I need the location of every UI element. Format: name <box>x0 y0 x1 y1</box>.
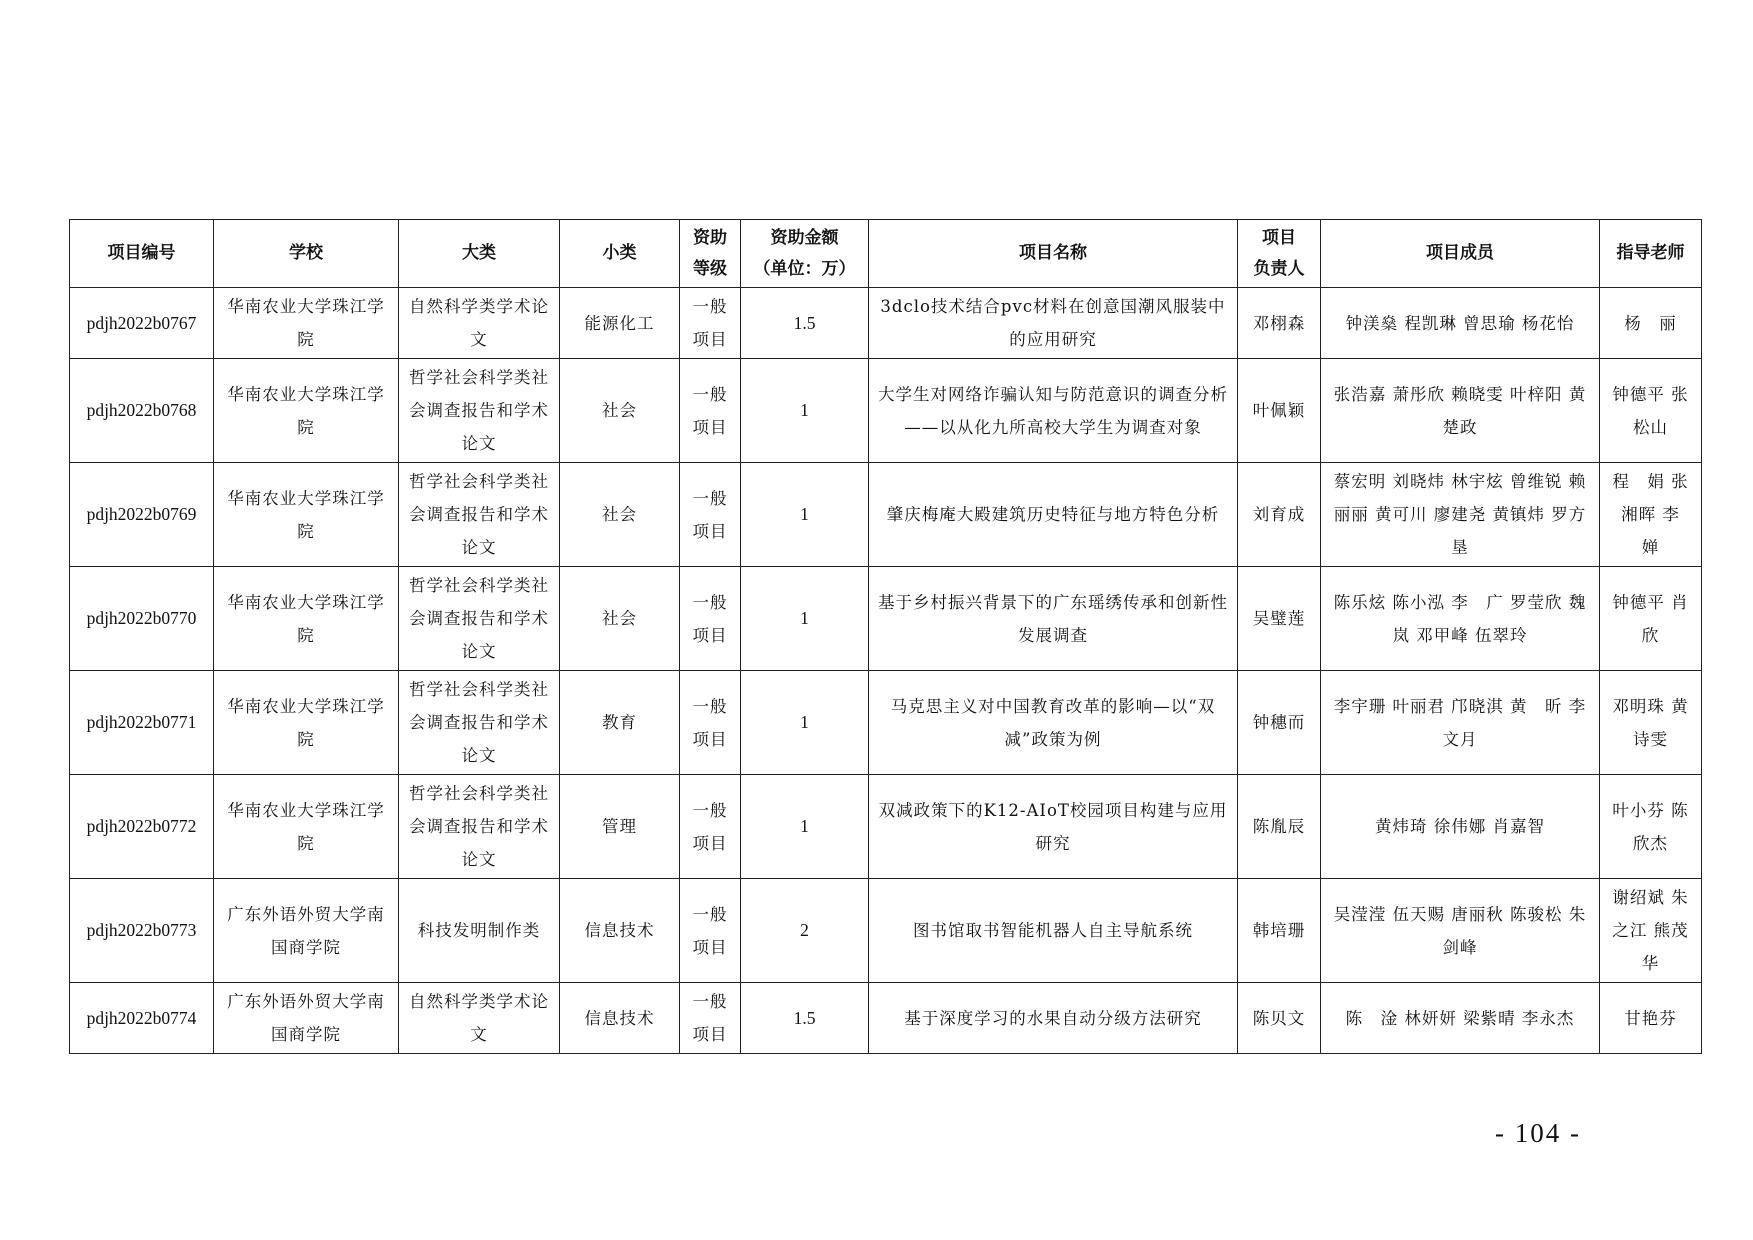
cell-project-title: 马克思主义对中国教育改革的影响—以“双减”政策为例 <box>869 671 1238 775</box>
cell-advisors: 钟德平 肖 欣 <box>1600 567 1702 671</box>
table-row <box>70 288 1702 359</box>
table-row <box>70 359 1702 463</box>
cell-members: 蔡宏明 刘晓炜 林宇炫 曾维锐 赖丽丽 黄可川 廖建尧 黄镇炜 罗方垦 <box>1321 463 1600 567</box>
cell-project-title: 双减政策下的K12-AIoT校园项目构建与应用研究 <box>869 775 1238 879</box>
cell-advisors: 钟德平 张松山 <box>1600 359 1702 463</box>
cell-amount: 1 <box>741 463 869 567</box>
cell-category: 自然科学类学术论文 <box>399 288 560 359</box>
cell-members: 陈 淦 林妍妍 梁紫晴 李永杰 <box>1321 983 1600 1054</box>
cell-subcategory: 社会 <box>560 463 680 567</box>
cell-members: 陈乐炫 陈小泓 李 广 罗莹欣 魏 岚 邓甲峰 伍翠玲 <box>1321 567 1600 671</box>
cell-leader: 陈贝文 <box>1238 983 1321 1054</box>
table-row <box>70 775 1702 879</box>
cell-subcategory: 能源化工 <box>560 288 680 359</box>
cell-category: 自然科学类学术论文 <box>399 983 560 1054</box>
header-leader-line: 负责人 <box>1253 258 1305 279</box>
cell-project-code: pdjh2022b0767 <box>70 288 214 359</box>
cell-school: 华南农业大学珠江学院 <box>214 775 399 879</box>
cell-leader: 邓栩森 <box>1238 288 1321 359</box>
cell-school: 广东外语外贸大学南国商学院 <box>214 983 399 1054</box>
cell-category: 哲学社会科学类社会调查报告和学术论文 <box>399 463 560 567</box>
cell-subcategory: 教育 <box>560 671 680 775</box>
cell-project-title: 大学生对网络诈骗认知与防范意识的调查分析——以从化九所高校大学生为调查对象 <box>869 359 1238 463</box>
cell-advisors: 杨 丽 <box>1600 288 1702 359</box>
header-grade-line: 资助 <box>693 227 727 248</box>
cell-project-code: pdjh2022b0772 <box>70 775 214 879</box>
cell-project-code: pdjh2022b0768 <box>70 359 214 463</box>
cell-project-title: 基于深度学习的水果自动分级方法研究 <box>869 983 1238 1054</box>
cell-members: 黄炜琦 徐伟娜 肖嘉智 <box>1321 775 1600 879</box>
table-row <box>70 463 1702 567</box>
cell-subcategory: 社会 <box>560 567 680 671</box>
table-body <box>70 288 1707 1054</box>
cell-grade: 一般项目 <box>680 775 741 879</box>
cell-project-code: pdjh2022b0769 <box>70 463 214 567</box>
cell-advisors: 程 娟 张湘晖 李 婵 <box>1600 463 1702 567</box>
cell-advisors: 甘艳芬 <box>1600 983 1702 1054</box>
cell-project-title: 3dclo技术结合pvc材料在创意国潮风服装中的应用研究 <box>869 288 1238 359</box>
header-leader <box>1238 220 1321 288</box>
cell-grade: 一般项目 <box>680 671 741 775</box>
header-amount-line: 资助金额 <box>770 227 839 248</box>
cell-grade: 一般项目 <box>680 983 741 1054</box>
cell-members: 张浩嘉 萧彤欣 赖晓雯 叶梓阳 黄楚政 <box>1321 359 1600 463</box>
cell-members: 钟渼燊 程凯琳 曾思瑜 杨花怡 <box>1321 288 1600 359</box>
cell-school: 华南农业大学珠江学院 <box>214 288 399 359</box>
cell-advisors: 谢绍斌 朱之江 熊茂华 <box>1600 879 1702 983</box>
header-advisors: 指导老师 <box>1600 220 1702 288</box>
cell-subcategory: 信息技术 <box>560 983 680 1054</box>
cell-leader: 吴璧莲 <box>1238 567 1321 671</box>
cell-amount: 1 <box>741 359 869 463</box>
header-grade-line: 等级 <box>693 258 727 279</box>
header-grade <box>680 220 741 288</box>
cell-project-title: 肇庆梅庵大殿建筑历史特征与地方特色分析 <box>869 463 1238 567</box>
cell-members: 吴滢滢 伍天赐 唐丽秋 陈骏松 朱剑峰 <box>1321 879 1600 983</box>
header-members: 项目成员 <box>1321 220 1600 288</box>
table-row <box>70 567 1702 671</box>
cell-amount: 1 <box>741 775 869 879</box>
cell-leader: 陈胤辰 <box>1238 775 1321 879</box>
table-row <box>70 983 1702 1054</box>
cell-amount: 2 <box>741 879 869 983</box>
header-school: 学校 <box>214 220 399 288</box>
header-amount <box>741 220 869 288</box>
cell-leader: 叶佩颖 <box>1238 359 1321 463</box>
cell-amount: 1.5 <box>741 288 869 359</box>
cell-category: 科技发明制作类 <box>399 879 560 983</box>
cell-school: 华南农业大学珠江学院 <box>214 463 399 567</box>
cell-amount: 1.5 <box>741 983 869 1054</box>
header-title: 项目名称 <box>869 220 1238 288</box>
table-row <box>70 671 1702 775</box>
cell-category: 哲学社会科学类社会调查报告和学术论文 <box>399 775 560 879</box>
cell-grade: 一般项目 <box>680 359 741 463</box>
cell-leader: 钟穗而 <box>1238 671 1321 775</box>
cell-leader: 韩培珊 <box>1238 879 1321 983</box>
cell-members: 李宇珊 叶丽君 邝晓淇 黄 昕 李文月 <box>1321 671 1600 775</box>
header-code: 项目编号 <box>70 220 214 288</box>
cell-leader: 刘育成 <box>1238 463 1321 567</box>
header-row <box>70 220 1702 288</box>
cell-project-code: pdjh2022b0770 <box>70 567 214 671</box>
header-category: 大类 <box>399 220 560 288</box>
cell-school: 广东外语外贸大学南国商学院 <box>214 879 399 983</box>
cell-school: 华南农业大学珠江学院 <box>214 567 399 671</box>
projects-table <box>69 219 1707 1054</box>
table-row <box>70 879 1702 983</box>
cell-project-code: pdjh2022b0774 <box>70 983 214 1054</box>
cell-project-title: 图书馆取书智能机器人自主导航系统 <box>869 879 1238 983</box>
cell-subcategory: 管理 <box>560 775 680 879</box>
cell-amount: 1 <box>741 567 869 671</box>
cell-category: 哲学社会科学类社会调查报告和学术论文 <box>399 359 560 463</box>
cell-project-title: 基于乡村振兴背景下的广东瑶绣传承和创新性发展调查 <box>869 567 1238 671</box>
cell-grade: 一般项目 <box>680 463 741 567</box>
cell-school: 华南农业大学珠江学院 <box>214 671 399 775</box>
cell-category: 哲学社会科学类社会调查报告和学术论文 <box>399 671 560 775</box>
header-leader-line: 项目 <box>1262 227 1296 248</box>
cell-subcategory: 信息技术 <box>560 879 680 983</box>
cell-grade: 一般项目 <box>680 879 741 983</box>
cell-project-code: pdjh2022b0773 <box>70 879 214 983</box>
cell-project-code: pdjh2022b0771 <box>70 671 214 775</box>
cell-grade: 一般项目 <box>680 288 741 359</box>
cell-grade: 一般项目 <box>680 567 741 671</box>
header-amount-line: （单位：万） <box>753 258 856 279</box>
cell-subcategory: 社会 <box>560 359 680 463</box>
header-subcategory: 小类 <box>560 220 680 288</box>
cell-amount: 1 <box>741 671 869 775</box>
cell-advisors: 邓明珠 黄诗雯 <box>1600 671 1702 775</box>
page-number: - 104 - <box>1495 1118 1581 1148</box>
cell-school: 华南农业大学珠江学院 <box>214 359 399 463</box>
cell-category: 哲学社会科学类社会调查报告和学术论文 <box>399 567 560 671</box>
cell-advisors: 叶小芬 陈欣杰 <box>1600 775 1702 879</box>
